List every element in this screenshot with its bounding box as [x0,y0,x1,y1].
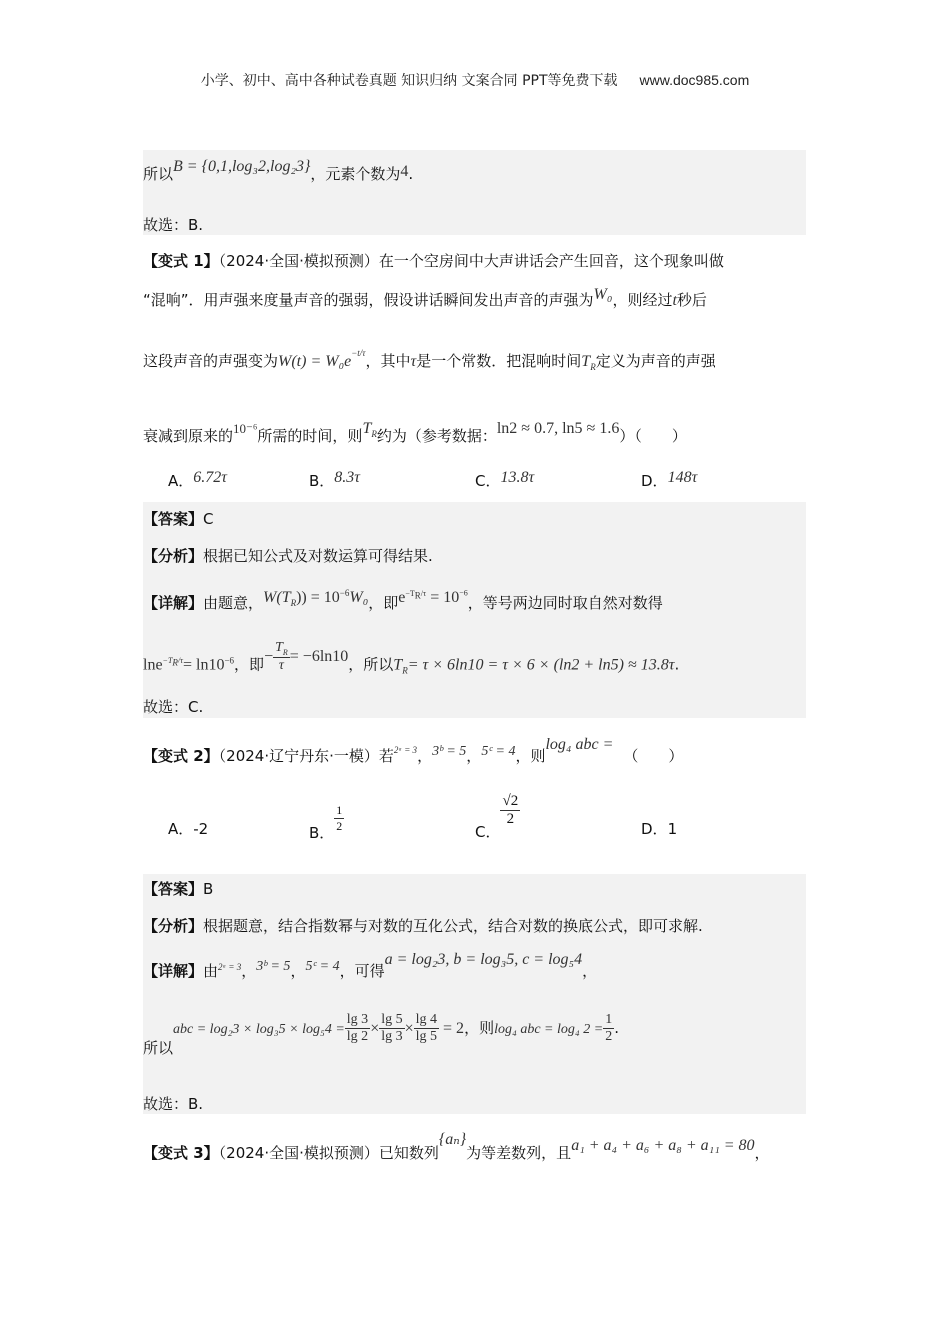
prev-line-1: 所以B = {0,1,log₃2,log₂3}，元素个数为4. [143,158,414,183]
v1-final: 故选：C. [143,698,204,716]
v1-question-line-3: 这段声音的声强变为$W(t) = W_0e^{-t/\tau}$，其中τ是一个常数．把混响时间$T_R$定义为声音的声强 [143,348,716,372]
v1-option-d[interactable]: D．148τ [641,469,698,490]
v2-analysis: 【分析】根据题意，结合指数幂与对数的互化公式，结合对数的换底公式，即可求解. [143,917,703,935]
header-url[interactable]: www.doc985.com [639,72,750,88]
v3-question: 【变式 3】（2024·全国·模拟预测）已知数列{aₙ}为等差数列，且a₁ + a₄ + a₆ + a₈ + a₁₁ = 80， [143,1131,770,1162]
v1-option-b[interactable]: B．8.3τ [309,469,361,490]
v2-option-d[interactable]: D．1 [641,820,678,838]
prev-answer: 故选：B. [143,216,204,234]
v1-option-c[interactable]: C．13.8τ [475,469,535,490]
v1-option-a[interactable]: A．6.72τ [168,469,227,490]
header-text: 小学、初中、高中各种试卷真题 知识归纳 文案合同 PPT等免费下载 [200,73,618,89]
v2-detail-line-1: 【详解】由$^{2ᵃ = 3}$，3ᵇ = 5，5ᶜ = 4，可得a = log₂3, b = log₃5, c = log₅4， [143,951,598,980]
v1-analysis: 【分析】根据已知公式及对数运算可得结果. [143,547,433,565]
v2-answer-block [143,874,806,1114]
v2-final: 故选：B. [143,1095,204,1113]
v1-tag: 【变式 1】 [143,252,219,270]
v2-option-c[interactable]: C． $\frac{√2}{2}$ [475,793,519,841]
v2-question: 【变式 2】（2024·辽宁丹东·一模）若$^{2ᵃ = 3}$，3ᵇ = 5，5ᶜ = 4，则log₄ abc =（ ） [143,736,684,765]
v2-detail-line-2: 所以abc = log₂3 × log₃5 × log₅4 = $\frac{\lg 3}{\lg 2}$ × $\frac{\lg 5}{\lg 3}$ × $\frac{\lg 4}{\lg 5}$ = 2，则log₄ abc = log₄ 2 = $\frac{1}{2}$ . [143,1012,619,1057]
v1-question-line-4: 衰减到原来的10⁻⁶所需的时间，则$T_R$约为（参考数据：ln2 ≈ 0.7, ln5 ≈ 1.6）（ ） [143,420,687,445]
v1-detail-line-1: 【详解】由题意，$W(T_R)) = 10^{-6}W_0$，即$e^{-T_R/\tau} = 10^{-6}$，等号两边同时取自然对数得 [143,588,663,612]
page-header [0,70,950,90]
v2-answer: 【答案】B [143,880,214,898]
v2-option-b[interactable]: B． $\frac{1}{2}$ [309,803,343,842]
v1-question-line-2: “混响”．用声强来度量声音的强弱，假设讲话瞬间发出声音的声强为W₀，则经过t秒后 [143,286,707,309]
v1-detail-line-2: $\ln e^{-T_R/\tau}= \ln 10^{-6}$，即− $\frac{T_R}{\tau}$ = −6ln10，所以$T_R= \tau \times 6\ln 10 = \tau \times 6 \times (\ln 2 + \ln 5) \approx 13.8\tau$. [143,640,680,676]
v2-option-a[interactable]: A．-2 [168,820,209,838]
v1-answer: 【答案】C [143,510,214,528]
v1-question-line-1: 【变式 1】（2024·全国·模拟预测）在一个空房间中大声讲话会产生回音，这个现象叫做 [143,252,724,270]
